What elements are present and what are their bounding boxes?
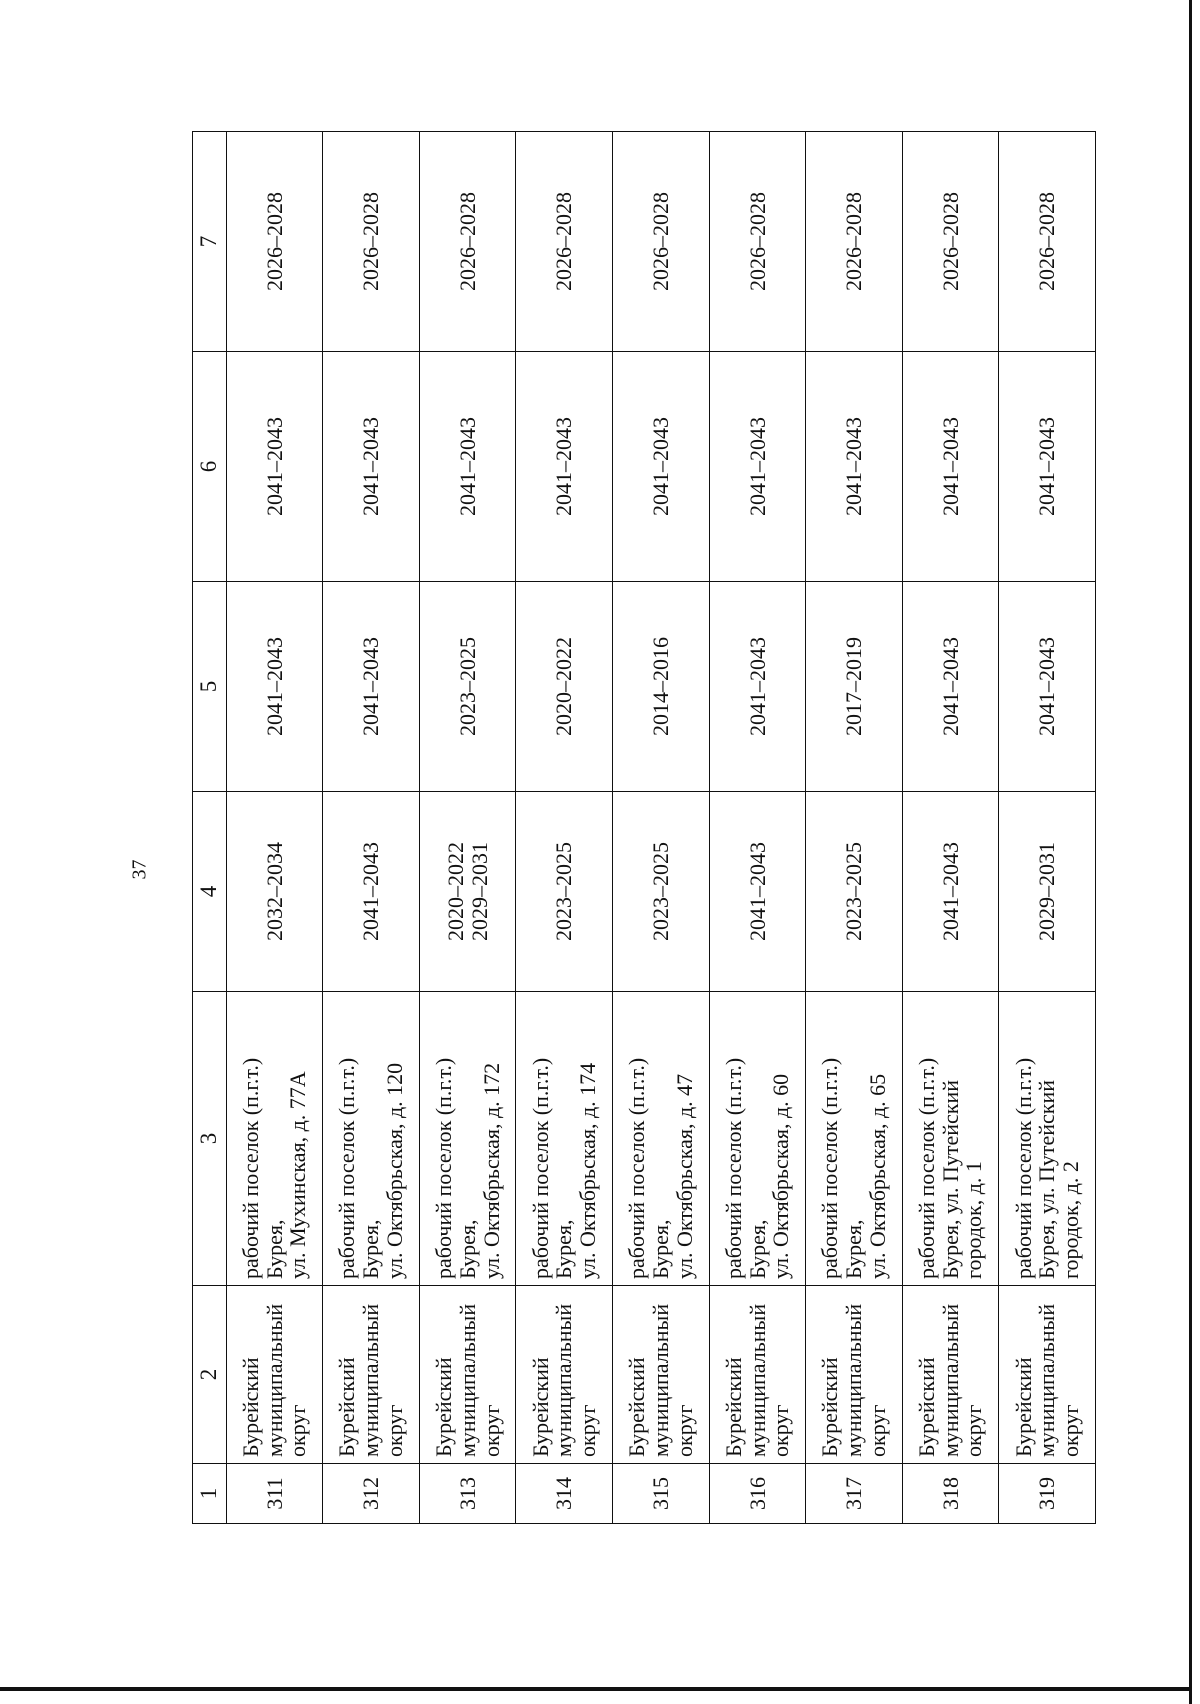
table-row bbox=[902, 132, 999, 1524]
address-line-1: рабочий поселок (п.г.т.) bbox=[624, 1057, 650, 1279]
col7-period: 2026–2028 bbox=[1034, 192, 1060, 291]
col4-cell bbox=[516, 792, 613, 992]
col6-cell bbox=[902, 352, 999, 582]
col4-cell bbox=[806, 792, 903, 992]
address-cell bbox=[709, 992, 806, 1286]
district-cell bbox=[709, 1286, 806, 1464]
col7-period: 2026–2028 bbox=[358, 192, 384, 291]
col6-cell bbox=[709, 352, 806, 582]
row-number: 319 bbox=[1034, 1477, 1060, 1510]
row-number: 315 bbox=[647, 1477, 673, 1510]
col4-cell bbox=[323, 792, 420, 992]
address-line-3: ул. Октябрьская, д. 60 bbox=[768, 1073, 794, 1279]
col4-cell bbox=[613, 792, 710, 992]
col5-period: 2014–2016 bbox=[647, 637, 673, 736]
rotated-table-container bbox=[192, 132, 1096, 1524]
col5-cell bbox=[419, 582, 516, 792]
col7-cell bbox=[902, 132, 999, 352]
header-row bbox=[193, 132, 227, 1524]
address-line-1: рабочий поселок (п.г.т.) bbox=[237, 1057, 263, 1279]
district-cell bbox=[902, 1286, 999, 1464]
col6-cell bbox=[516, 352, 613, 582]
table-row bbox=[323, 132, 420, 1524]
col7-period: 2026–2028 bbox=[841, 192, 867, 291]
header-cell-col6: 6 bbox=[193, 352, 227, 582]
col6-cell bbox=[323, 352, 420, 582]
row-number: 314 bbox=[551, 1477, 577, 1510]
col5-period: 2023–2025 bbox=[454, 637, 480, 736]
page-edge-bottom bbox=[0, 1687, 1192, 1691]
col5-cell bbox=[709, 582, 806, 792]
address-line-3: ул. Октябрьская, д. 172 bbox=[478, 1062, 504, 1279]
col6-cell bbox=[419, 352, 516, 582]
address-line-1: рабочий поселок (п.г.т.) bbox=[431, 1057, 456, 1279]
col4-cell bbox=[709, 792, 806, 992]
address-cell bbox=[226, 992, 323, 1286]
address-line-1: рабочий поселок (п.г.т.) bbox=[720, 1057, 746, 1279]
table-row bbox=[516, 132, 613, 1524]
address-cell bbox=[516, 992, 613, 1286]
address-line-2: Бурея, bbox=[358, 1219, 384, 1279]
row-number-cell bbox=[709, 1464, 806, 1524]
address-line-2: Бурея, bbox=[841, 1219, 867, 1279]
col6-cell bbox=[806, 352, 903, 582]
col5-cell bbox=[806, 582, 903, 792]
address-cell bbox=[999, 992, 1096, 1286]
district-cell bbox=[999, 1286, 1096, 1464]
address-line-1: рабочий поселок (п.г.т.) bbox=[913, 1057, 939, 1279]
table-row bbox=[709, 132, 806, 1524]
table-row bbox=[999, 132, 1096, 1524]
table-row bbox=[226, 132, 323, 1524]
col6-period: 2041–2043 bbox=[841, 417, 867, 516]
col7-period: 2026–2028 bbox=[261, 192, 287, 291]
col6-cell bbox=[226, 352, 323, 582]
col7-cell bbox=[806, 132, 903, 352]
address-line-3: ул. Октябрьская, д. 47 bbox=[671, 1073, 697, 1279]
col4-period-1: 2041–2043 bbox=[744, 842, 770, 941]
row-number: 313 bbox=[454, 1477, 480, 1510]
address-line-3: ул. Октябрьская, д. 174 bbox=[575, 1062, 601, 1279]
col4-cell bbox=[999, 792, 1096, 992]
district-name: Бурейский муниципальный округ bbox=[817, 1303, 890, 1457]
header-cell-col4: 4 bbox=[193, 792, 227, 992]
table-body bbox=[193, 132, 1096, 1524]
address-line-2: Бурея, bbox=[647, 1219, 673, 1279]
col4-cell bbox=[902, 792, 999, 992]
address-cell bbox=[613, 992, 710, 1286]
page-number: 37 bbox=[128, 859, 151, 880]
district-name: Бурейский муниципальный округ bbox=[624, 1303, 697, 1457]
address-line-3: ул. Октябрьская, д. 120 bbox=[381, 1062, 407, 1279]
address-line-1: рабочий поселок (п.г.т.) bbox=[1010, 1057, 1036, 1279]
district-name: Бурейский муниципальный округ bbox=[1010, 1303, 1084, 1457]
col5-cell bbox=[516, 582, 613, 792]
col7-period: 2026–2028 bbox=[744, 192, 770, 291]
col7-period: 2026–2028 bbox=[454, 192, 480, 291]
address-cell bbox=[902, 992, 999, 1286]
row-number-cell bbox=[226, 1464, 323, 1524]
address-line-3: городок, д. 2 bbox=[1058, 1161, 1084, 1279]
header-cell-col1: 1 bbox=[193, 1464, 227, 1524]
col6-period: 2041–2043 bbox=[551, 417, 577, 516]
district-cell bbox=[226, 1286, 323, 1464]
row-number: 312 bbox=[358, 1477, 384, 1510]
district-name: Бурейский муниципальный округ bbox=[527, 1303, 601, 1457]
district-cell bbox=[323, 1286, 420, 1464]
col5-period: 2041–2043 bbox=[937, 637, 963, 736]
table-row bbox=[806, 132, 903, 1524]
col4-period-1: 2023–2025 bbox=[647, 842, 673, 941]
row-number: 316 bbox=[744, 1477, 770, 1510]
col5-cell bbox=[902, 582, 999, 792]
row-number-cell bbox=[419, 1464, 516, 1524]
schedule-table bbox=[192, 131, 1096, 1524]
col5-period: 2041–2043 bbox=[744, 637, 770, 736]
row-number-cell bbox=[613, 1464, 710, 1524]
address-cell bbox=[323, 992, 420, 1286]
col7-period: 2026–2028 bbox=[551, 192, 577, 291]
col7-cell bbox=[999, 132, 1096, 352]
row-number: 317 bbox=[841, 1477, 867, 1510]
col7-period: 2026–2028 bbox=[937, 192, 963, 291]
col4-period-2: 2029–2031 bbox=[466, 842, 492, 941]
col6-period: 2041–2043 bbox=[261, 417, 287, 516]
district-cell bbox=[806, 1286, 903, 1464]
col7-period: 2026–2028 bbox=[647, 192, 673, 291]
col6-cell bbox=[613, 352, 710, 582]
col7-cell bbox=[419, 132, 516, 352]
col5-period: 2017–2019 bbox=[841, 637, 867, 736]
address-line-1: рабочий поселок (п.г.т.) bbox=[334, 1057, 360, 1279]
col6-cell bbox=[999, 352, 1096, 582]
row-number: 311 bbox=[261, 1477, 287, 1510]
address-line-2: Бурея, bbox=[261, 1219, 287, 1279]
col5-cell bbox=[613, 582, 710, 792]
row-number-cell bbox=[999, 1464, 1096, 1524]
row-number-cell bbox=[323, 1464, 420, 1524]
row-number-cell bbox=[806, 1464, 903, 1524]
row-number-cell bbox=[516, 1464, 613, 1524]
address-cell bbox=[806, 992, 903, 1286]
col7-cell bbox=[613, 132, 710, 352]
col7-cell bbox=[516, 132, 613, 352]
col6-period: 2041–2043 bbox=[744, 417, 770, 516]
col4-period-1: 2023–2025 bbox=[841, 842, 867, 941]
col5-period: 2041–2043 bbox=[1034, 637, 1060, 736]
col4-period-1: 2020–2022 bbox=[442, 842, 468, 941]
district-name: Бурейский муниципальный округ bbox=[431, 1303, 504, 1457]
col6-period: 2041–2043 bbox=[454, 417, 480, 516]
page-edge-right bbox=[1189, 0, 1192, 1704]
header-cell-col2: 2 bbox=[193, 1286, 227, 1464]
col5-period: 2041–2043 bbox=[261, 637, 287, 736]
col5-cell bbox=[999, 582, 1096, 792]
address-line-1: рабочий поселок (п.г.т.) bbox=[817, 1057, 843, 1279]
col5-period: 2020–2022 bbox=[551, 637, 577, 736]
col4-period-1: 2029–2031 bbox=[1034, 842, 1060, 941]
col4-period-1: 2041–2043 bbox=[937, 842, 963, 941]
district-cell bbox=[613, 1286, 710, 1464]
header-cell-col7: 7 bbox=[193, 132, 227, 352]
header-cell-col5: 5 bbox=[193, 582, 227, 792]
address-line-3: ул. Октябрьская, д. 65 bbox=[864, 1073, 890, 1279]
col6-period: 2041–2043 bbox=[647, 417, 673, 516]
col4-cell bbox=[226, 792, 323, 992]
address-cell bbox=[419, 992, 516, 1286]
address-line-2: Бурея, ул. Путейский bbox=[1034, 1079, 1060, 1279]
district-cell bbox=[419, 1286, 516, 1464]
col7-cell bbox=[323, 132, 420, 352]
col6-period: 2041–2043 bbox=[358, 417, 384, 516]
col4-period-1: 2032–2034 bbox=[261, 842, 287, 941]
address-line-2: Бурея, bbox=[551, 1219, 577, 1279]
row-number-cell bbox=[902, 1464, 999, 1524]
district-name: Бурейский муниципальный округ bbox=[913, 1303, 987, 1457]
address-line-2: Бурея, bbox=[454, 1219, 480, 1279]
address-line-2: Бурея, bbox=[744, 1219, 770, 1279]
district-name: Бурейский муниципальный округ bbox=[237, 1303, 311, 1457]
table-row bbox=[419, 132, 516, 1524]
col6-period: 2041–2043 bbox=[1034, 417, 1060, 516]
district-cell bbox=[516, 1286, 613, 1464]
col4-period-1: 2041–2043 bbox=[358, 842, 384, 941]
district-name: Бурейский муниципальный округ bbox=[720, 1303, 794, 1457]
col6-period: 2041–2043 bbox=[937, 417, 963, 516]
col7-cell bbox=[226, 132, 323, 352]
col5-cell bbox=[323, 582, 420, 792]
col7-cell bbox=[709, 132, 806, 352]
address-line-3: ул. Мухинская, д. 77А bbox=[285, 1071, 311, 1279]
col4-period-1: 2023–2025 bbox=[551, 842, 577, 941]
address-line-3: городок, д. 1 bbox=[961, 1161, 987, 1279]
col5-cell bbox=[226, 582, 323, 792]
address-line-1: рабочий поселок (п.г.т.) bbox=[527, 1057, 553, 1279]
district-name: Бурейский муниципальный округ bbox=[334, 1303, 407, 1457]
row-number: 318 bbox=[937, 1477, 963, 1510]
address-line-2: Бурея, ул. Путейский bbox=[937, 1079, 963, 1279]
col5-period: 2041–2043 bbox=[358, 637, 384, 736]
col4-cell bbox=[419, 792, 516, 992]
header-cell-col3: 3 bbox=[193, 992, 227, 1286]
table-row bbox=[613, 132, 710, 1524]
